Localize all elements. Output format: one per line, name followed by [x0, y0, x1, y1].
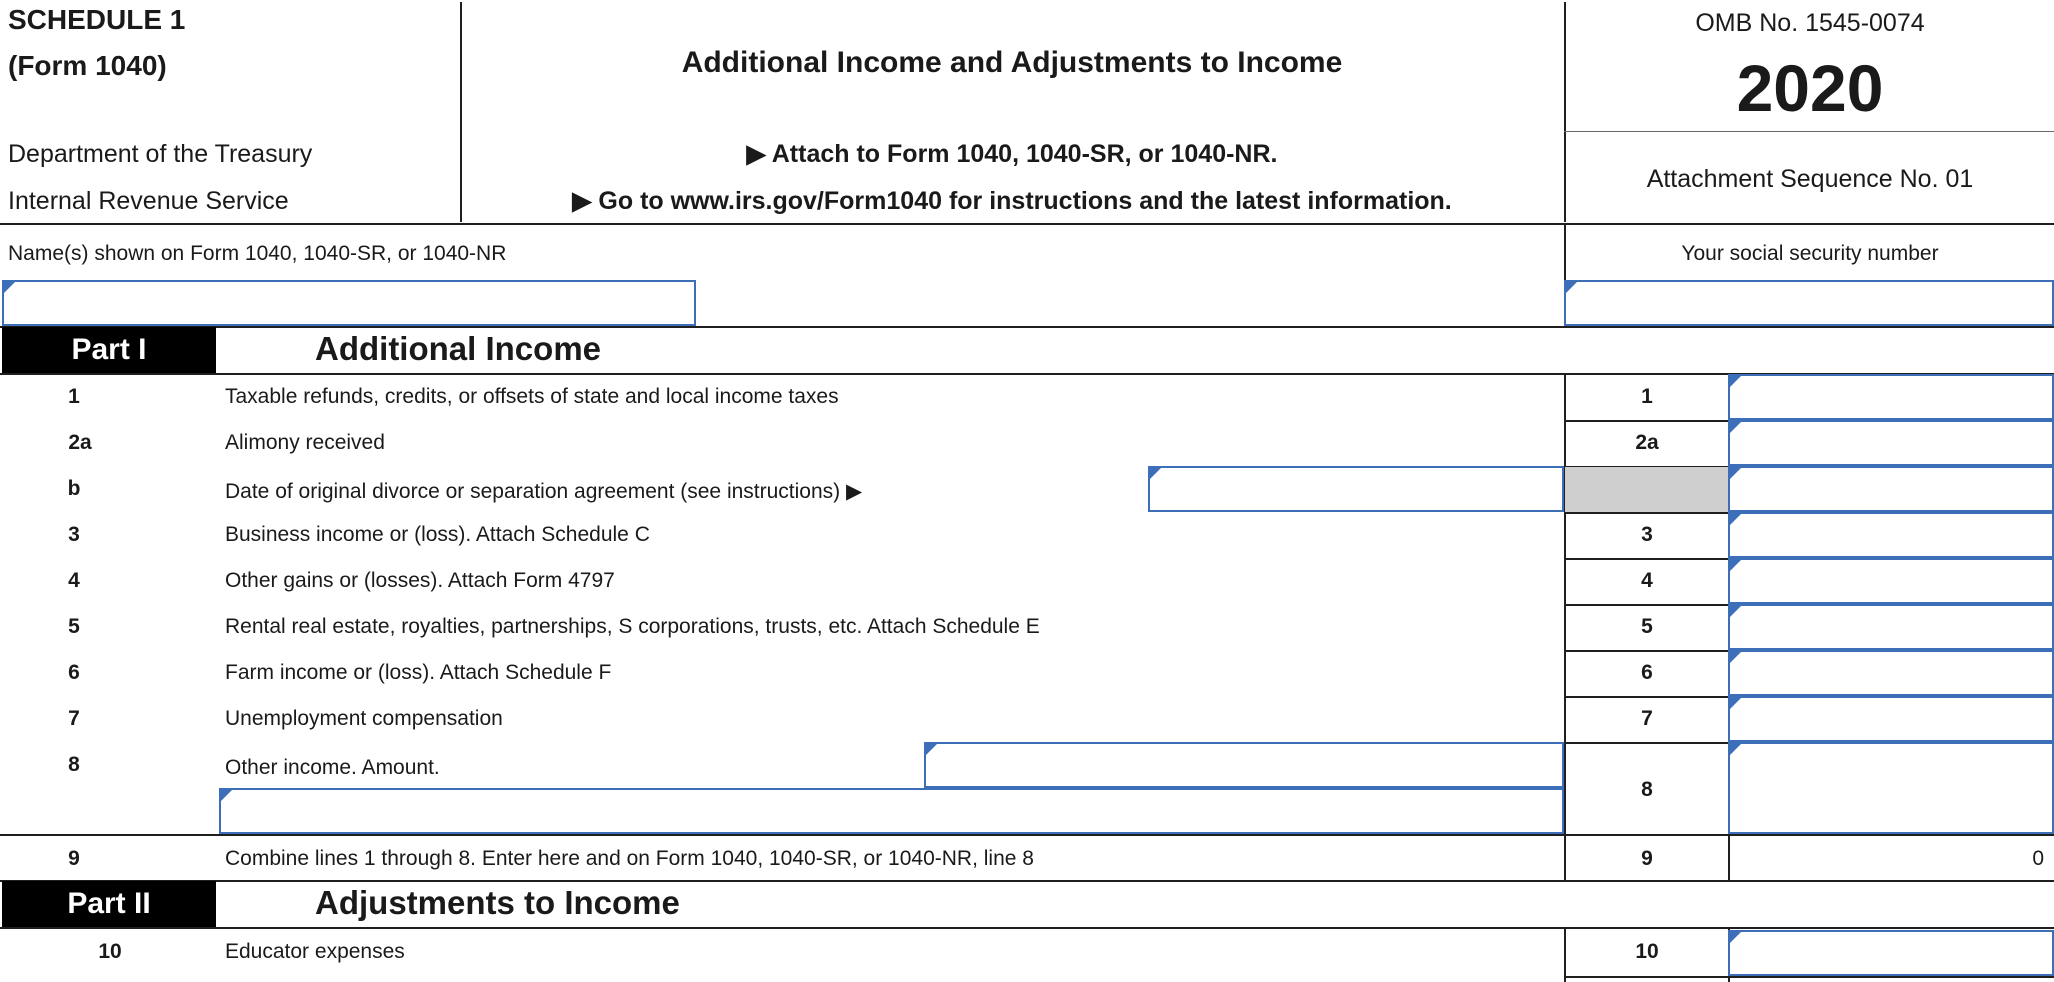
row-rule: [1564, 604, 1728, 606]
line-description: Alimony received: [225, 431, 385, 454]
line-number: b: [67, 477, 81, 500]
header-bottom-rule: [0, 223, 2054, 225]
ssn-label: Your social security number: [1681, 242, 1939, 265]
line-number: 2a: [68, 431, 92, 454]
line-number: 5: [68, 615, 80, 638]
department-name: Department of the Treasury: [8, 140, 313, 168]
year-divider: [1564, 131, 2054, 132]
line-box-number: 3: [1641, 523, 1653, 546]
arrow-right-icon: ▶: [572, 187, 599, 215]
line-3-amount-input[interactable]: [1728, 512, 2054, 558]
part2-badge: Part II: [2, 881, 216, 927]
row-rule: [1564, 696, 1728, 698]
arrow-right-icon: ▶: [746, 140, 772, 168]
line-9-total: 0: [2032, 847, 2044, 870]
attach-instruction-text: Attach to Form 1040, 1040-SR, or 1040-NR.: [771, 140, 1278, 168]
other-income-amount-input[interactable]: [924, 742, 1564, 788]
tax-year: 2020: [1736, 51, 1884, 125]
omb-number: OMB No. 1545-0074: [1695, 9, 1925, 37]
line-8-amount-input[interactable]: [1728, 742, 2054, 834]
line-box-number: 4: [1641, 569, 1653, 592]
part1-bottom-rule: [0, 880, 2054, 882]
row-rule: [1564, 650, 1728, 652]
line-number: 1: [68, 385, 80, 408]
name-bottom-rule: [0, 326, 2054, 328]
line-box-number: 8: [1641, 778, 1653, 801]
line-2b-amount-input[interactable]: [1728, 466, 2054, 512]
ssn-input[interactable]: [1564, 280, 2054, 326]
line-box-number: 1: [1641, 385, 1653, 408]
part1-badge: Part I: [2, 327, 216, 373]
line-1-amount-input[interactable]: [1728, 374, 2054, 420]
part1-title: Additional Income: [315, 330, 602, 367]
line-6-amount-input[interactable]: [1728, 650, 2054, 696]
line-number: 4: [68, 569, 80, 592]
line-number: 7: [68, 707, 80, 730]
row-rule: [1564, 976, 2054, 978]
line-description: Combine lines 1 through 8. Enter here and on Form 1040, 1040-SR, or 1040-NR, line 8: [225, 847, 1034, 870]
line-description: Rental real estate, royalties, partnerships, S corporations, trusts, etc. Attach Schedule E: [225, 615, 1040, 638]
line-number: 9: [68, 847, 80, 870]
service-name: Internal Revenue Service: [8, 187, 289, 215]
row-rule: [0, 834, 2054, 836]
row-rule: [1564, 558, 1728, 560]
line-box-number: 10: [1635, 940, 1659, 963]
part2-title-rule: [0, 927, 2054, 929]
form-number: (Form 1040): [8, 50, 167, 81]
name-input[interactable]: [2, 280, 696, 326]
line-description: Taxable refunds, credits, or offsets of state and local income taxes: [225, 385, 839, 408]
line-number: 8: [68, 753, 80, 776]
shaded-box: [1565, 467, 1728, 512]
line-description: Farm income or (loss). Attach Schedule F: [225, 661, 612, 684]
line-box-number: 6: [1641, 661, 1653, 684]
line-4-amount-input[interactable]: [1728, 558, 2054, 604]
row-rule: [1564, 512, 1728, 514]
divorce-date-input[interactable]: [1148, 466, 1564, 512]
line-description: Business income or (loss). Attach Schedule C: [225, 523, 650, 546]
line-box-number: 9: [1641, 847, 1653, 870]
line-number: 10: [98, 940, 122, 963]
other-income-description-input[interactable]: [219, 788, 1564, 834]
goto-instruction-text: Go to www.irs.gov/Form1040 for instructions and the latest information.: [598, 187, 1452, 215]
line-5-amount-input[interactable]: [1728, 604, 2054, 650]
line-description: Date of original divorce or separation agreement (see instructions) ▶: [225, 480, 863, 503]
line-description: Educator expenses: [225, 940, 405, 963]
line-10-amount-input[interactable]: [1728, 930, 2054, 976]
line-description: Other gains or (losses). Attach Form 4797: [225, 569, 615, 592]
line-box-number: 7: [1641, 707, 1653, 730]
schedule-title: SCHEDULE 1: [8, 4, 186, 35]
line-box-number: 5: [1641, 615, 1653, 638]
name-label: Name(s) shown on Form 1040, 1040-SR, or 1040-NR: [8, 242, 507, 265]
part2-title: Adjustments to Income: [315, 884, 680, 921]
form-title: Additional Income and Adjustments to Income: [681, 46, 1343, 79]
line-number: 6: [68, 661, 80, 684]
attachment-sequence: Attachment Sequence No. 01: [1646, 165, 1974, 193]
attach-instruction: [462, 139, 1562, 169]
row-rule: [1564, 420, 1728, 422]
line-7-amount-input[interactable]: [1728, 696, 2054, 742]
line-box-number: 2a: [1635, 431, 1659, 454]
goto-instruction: [462, 186, 1562, 216]
row-rule: [1564, 742, 1728, 744]
line-description: Other income. Amount.: [225, 756, 440, 779]
line-2a-amount-input[interactable]: [1728, 420, 2054, 466]
line-number: 3: [68, 523, 80, 546]
line-description: Unemployment compensation: [225, 707, 503, 730]
